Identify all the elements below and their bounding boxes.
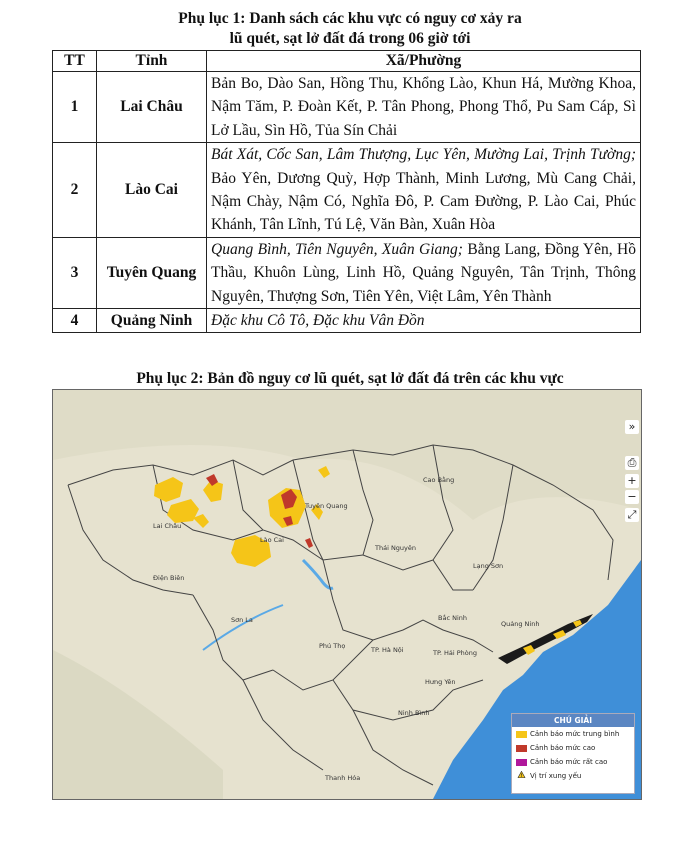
table-row: [53, 237, 641, 308]
label-quang-ninh: Quảng Ninh: [501, 620, 540, 628]
row-wards: [207, 237, 641, 308]
risk-map[interactable]: [52, 389, 642, 800]
label-ninh-binh: Ninh Bình: [398, 709, 430, 717]
appendix1-title-line1: Phụ lục 1: Danh sách các khu vực có nguy cơ xảy ra: [178, 10, 522, 27]
label-son-la: Sơn La: [231, 616, 253, 624]
label-bac-ninh: Bắc Ninh: [438, 614, 467, 622]
zoom-in-button[interactable]: +: [625, 474, 639, 488]
legend-label: Cảnh báo mức rất cao: [530, 758, 608, 766]
label-hung-yen: Hưng Yên: [425, 678, 456, 686]
wards-normal: Bằng Lang, Đồng Yên, Hồ Thầu, Khuôn Lùng, Linh Hồ, Quảng Nguyên, Tân Trịnh, Thông Nguyên, Thượng Sơn, Tiên Yên, Việt Lâm, Yên Thành: [211, 240, 636, 305]
row-tt: 2: [53, 143, 97, 238]
table-row: [53, 143, 641, 238]
label-lai-chau: Lai Châu: [153, 522, 182, 530]
legend-swatch: [516, 759, 527, 766]
expand-panel-button[interactable]: »: [625, 420, 639, 434]
row-wards: [207, 309, 641, 333]
legend-label: Cảnh báo mức trung bình: [530, 730, 620, 738]
table-row: [53, 309, 641, 333]
legend-label: Cảnh báo mức cao: [530, 744, 596, 752]
legend-item-high: [512, 741, 634, 755]
label-dien-bien: Điện Biên: [153, 574, 185, 582]
label-phu-tho: Phú Thọ: [319, 642, 346, 650]
header-wards: Xã/Phường: [207, 51, 641, 72]
appendix2-title: Phụ lục 2: Bản đồ nguy cơ lũ quét, sạt lở đất đá trên các khu vực: [136, 370, 564, 387]
header-province: Tỉnh: [97, 51, 207, 72]
label-lao-cai: Lào Cai: [260, 536, 284, 544]
row-province: Lai Châu: [97, 72, 207, 143]
label-tuyen-quang: Tuyên Quang: [305, 502, 348, 510]
legend-swatch: [516, 745, 527, 752]
header-tt: TT: [53, 51, 97, 72]
row-tt: 4: [53, 309, 97, 333]
wards-normal: Bản Bo, Dào San, Hồng Thu, Khổng Lào, Khun Há, Mường Khoa, Nậm Tăm, P. Đoàn Kết, P. Tân Phong, Phong Thổ, Pu Sam Cáp, Sì Lở Lầu, Sìn Hồ, Tủa Sín Chải: [211, 75, 636, 139]
legend-title: CHÚ GIẢI: [512, 714, 634, 727]
wards-italic: Bát Xát, Cốc San, Lâm Thượng, Lục Yên, Mường Lai, Trịnh Tường;: [211, 146, 636, 164]
legend-item-medium: [512, 727, 634, 741]
legend-item-very-high: [512, 755, 634, 769]
warning-triangle-icon: [516, 771, 527, 778]
row-province: Quảng Ninh: [97, 309, 207, 333]
print-button[interactable]: ⎙: [625, 456, 639, 470]
label-lang-son: Lạng Sơn: [473, 562, 504, 570]
map-legend: [511, 713, 635, 794]
risk-area-table: [52, 50, 641, 333]
legend-swatch: [516, 731, 527, 738]
label-ha-noi: TP. Hà Nội: [371, 646, 404, 654]
fullscreen-button[interactable]: ⤢: [625, 508, 639, 522]
row-province: Lào Cai: [97, 143, 207, 238]
label-thai-nguyen: Thái Nguyên: [375, 544, 417, 552]
row-tt: 3: [53, 237, 97, 308]
legend-label: Vị trí xung yếu: [530, 772, 582, 780]
wards-normal: Bảo Yên, Dương Quỳ, Hợp Thành, Minh Lương, Mù Cang Chải, Nậm Chày, Nậm Có, Nghĩa Đô, P. Cam Đường, P. Lào Cai, Phúc Khánh, Tân Lĩnh, Tú Lệ, Văn Bàn, Xuân Hòa: [211, 169, 636, 234]
label-thanh-hoa: Thanh Hóa: [325, 774, 361, 782]
row-wards: [207, 143, 641, 238]
table-header-row: [53, 51, 641, 72]
label-cao-bang: Cao Bằng: [423, 476, 455, 484]
zoom-out-button[interactable]: −: [625, 490, 639, 504]
label-hai-phong: TP. Hải Phòng: [433, 649, 478, 657]
row-province: Tuyên Quang: [97, 237, 207, 308]
row-wards: [207, 72, 641, 143]
wards-italic: Đặc khu Cô Tô, Đặc khu Vân Đồn: [211, 312, 425, 330]
row-tt: 1: [53, 72, 97, 143]
appendix1-title-line2: lũ quét, sạt lở đất đá trong 06 giờ tới: [229, 30, 471, 47]
legend-item-vulnerable: [512, 769, 634, 783]
wards-italic: Quang Bình, Tiên Nguyên, Xuân Giang;: [211, 240, 463, 258]
table-row: [53, 72, 641, 143]
